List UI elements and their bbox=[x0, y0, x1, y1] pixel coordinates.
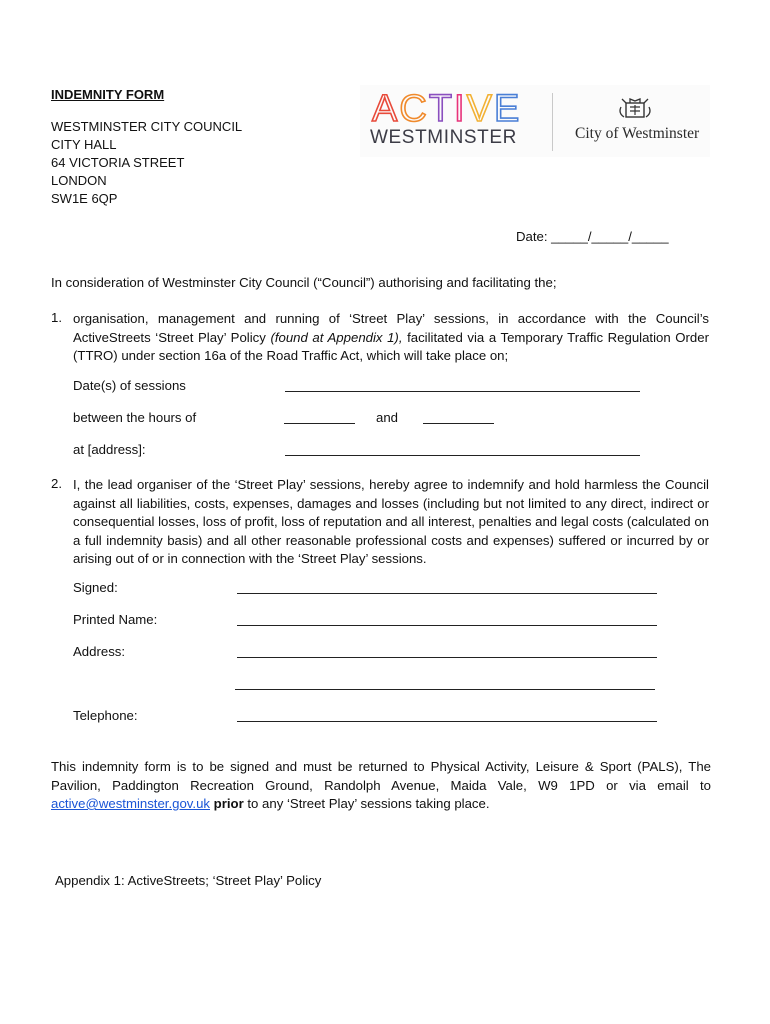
signed-label: Signed: bbox=[73, 580, 118, 595]
clause-number: 1. bbox=[51, 310, 62, 325]
logo-banner bbox=[360, 85, 710, 157]
active-logo-letter: E bbox=[493, 89, 522, 125]
session-address-field[interactable] bbox=[285, 455, 640, 456]
city-of-westminster-text: City of Westminster bbox=[575, 125, 700, 142]
and-label: and bbox=[376, 410, 399, 425]
clause-1-text-a: organisation, management and running of ‘Street Play’ sessions, in accordance with the Council’s ActiveStreets ‘Street Play’ Policy bbox=[73, 311, 709, 345]
date-field[interactable]: Date: _____/_____/_____ bbox=[516, 229, 669, 244]
end-time-field[interactable] bbox=[423, 423, 494, 424]
logo-divider bbox=[552, 93, 553, 151]
council-address bbox=[51, 118, 242, 208]
telephone-field[interactable] bbox=[237, 721, 657, 722]
start-time-field[interactable] bbox=[284, 423, 355, 424]
active-westminster-logo bbox=[370, 89, 528, 125]
session-dates-label: Date(s) of sessions bbox=[73, 378, 186, 393]
session-dates-field[interactable] bbox=[285, 391, 640, 392]
return-instructions bbox=[51, 758, 711, 814]
prior-text: prior bbox=[213, 796, 244, 811]
email-link[interactable]: active@westminster.gov.uk bbox=[51, 796, 210, 811]
active-logo-letter: I bbox=[454, 89, 467, 125]
signature-field[interactable] bbox=[237, 593, 657, 594]
address-line: LONDON bbox=[51, 173, 107, 188]
intro-paragraph: In consideration of Westminster City Council (“Council”) authorising and facilitating the; bbox=[51, 275, 557, 290]
address-line: WESTMINSTER CITY COUNCIL bbox=[51, 119, 243, 134]
appendix-title: Appendix 1: ActiveStreets; ‘Street Play’ Policy bbox=[55, 873, 322, 888]
clause-1-text-b: facilitated via a Temporary Traffic Regulation Order (TTRO) under section 16a of the Road Traffic Act, which will take place on; bbox=[73, 329, 709, 363]
hours-label: between the hours of bbox=[73, 410, 197, 425]
form-title: INDEMNITY FORM bbox=[51, 87, 165, 102]
session-address-label: at [address]: bbox=[73, 442, 146, 457]
address-field-line-1[interactable] bbox=[237, 657, 657, 658]
return-text-a: This indemnity form is to be signed and must be returned to Physical Activity, Leisure & Sport (PALS), The Pavilion, Paddington Recreation Ground, Randolph Avenue, Maida Vale, W9 1PD or via email to bbox=[51, 759, 711, 793]
active-logo-letter: A bbox=[372, 89, 400, 125]
active-logo-letter: V bbox=[466, 89, 494, 125]
address-label: Address: bbox=[73, 644, 126, 659]
address-line: SW1E 6QP bbox=[51, 191, 118, 206]
printed-name-field[interactable] bbox=[237, 625, 657, 626]
appendix-reference: (found at Appendix 1), bbox=[270, 329, 403, 345]
clause-2-text: I, the lead organiser of the ‘Street Play’ sessions, hereby agree to indemnify and hold harmless the Council against all liabilities, costs, expenses, damages and losses (including but not limited to any direct, indirect or consequential losses, loss of profit, loss of reputation and all interest, penalties and legal costs (calculated on a full indemnity basis) and all other reasonable professional costs and expenses) suffered or incurred by or arising out of or in connection with the ‘Street Play’ sessions. bbox=[73, 477, 709, 566]
address-line: 64 VICTORIA STREET bbox=[51, 155, 185, 170]
active-logo-letter: C bbox=[399, 89, 429, 125]
active-logo-letter: T bbox=[428, 89, 455, 125]
printed-name-label: Printed Name: bbox=[73, 612, 158, 627]
clause-number: 2. bbox=[51, 476, 62, 491]
return-text-b: to any ‘Street Play’ sessions taking place. bbox=[243, 796, 490, 811]
westminster-logo-text: WESTMINSTER bbox=[370, 127, 517, 148]
active-logo-text bbox=[372, 89, 521, 125]
address-line: CITY HALL bbox=[51, 137, 117, 152]
clause-1-text bbox=[73, 310, 709, 366]
address-field-line-2[interactable] bbox=[235, 689, 655, 690]
telephone-label: Telephone: bbox=[73, 708, 138, 723]
crest-icon bbox=[618, 97, 652, 121]
